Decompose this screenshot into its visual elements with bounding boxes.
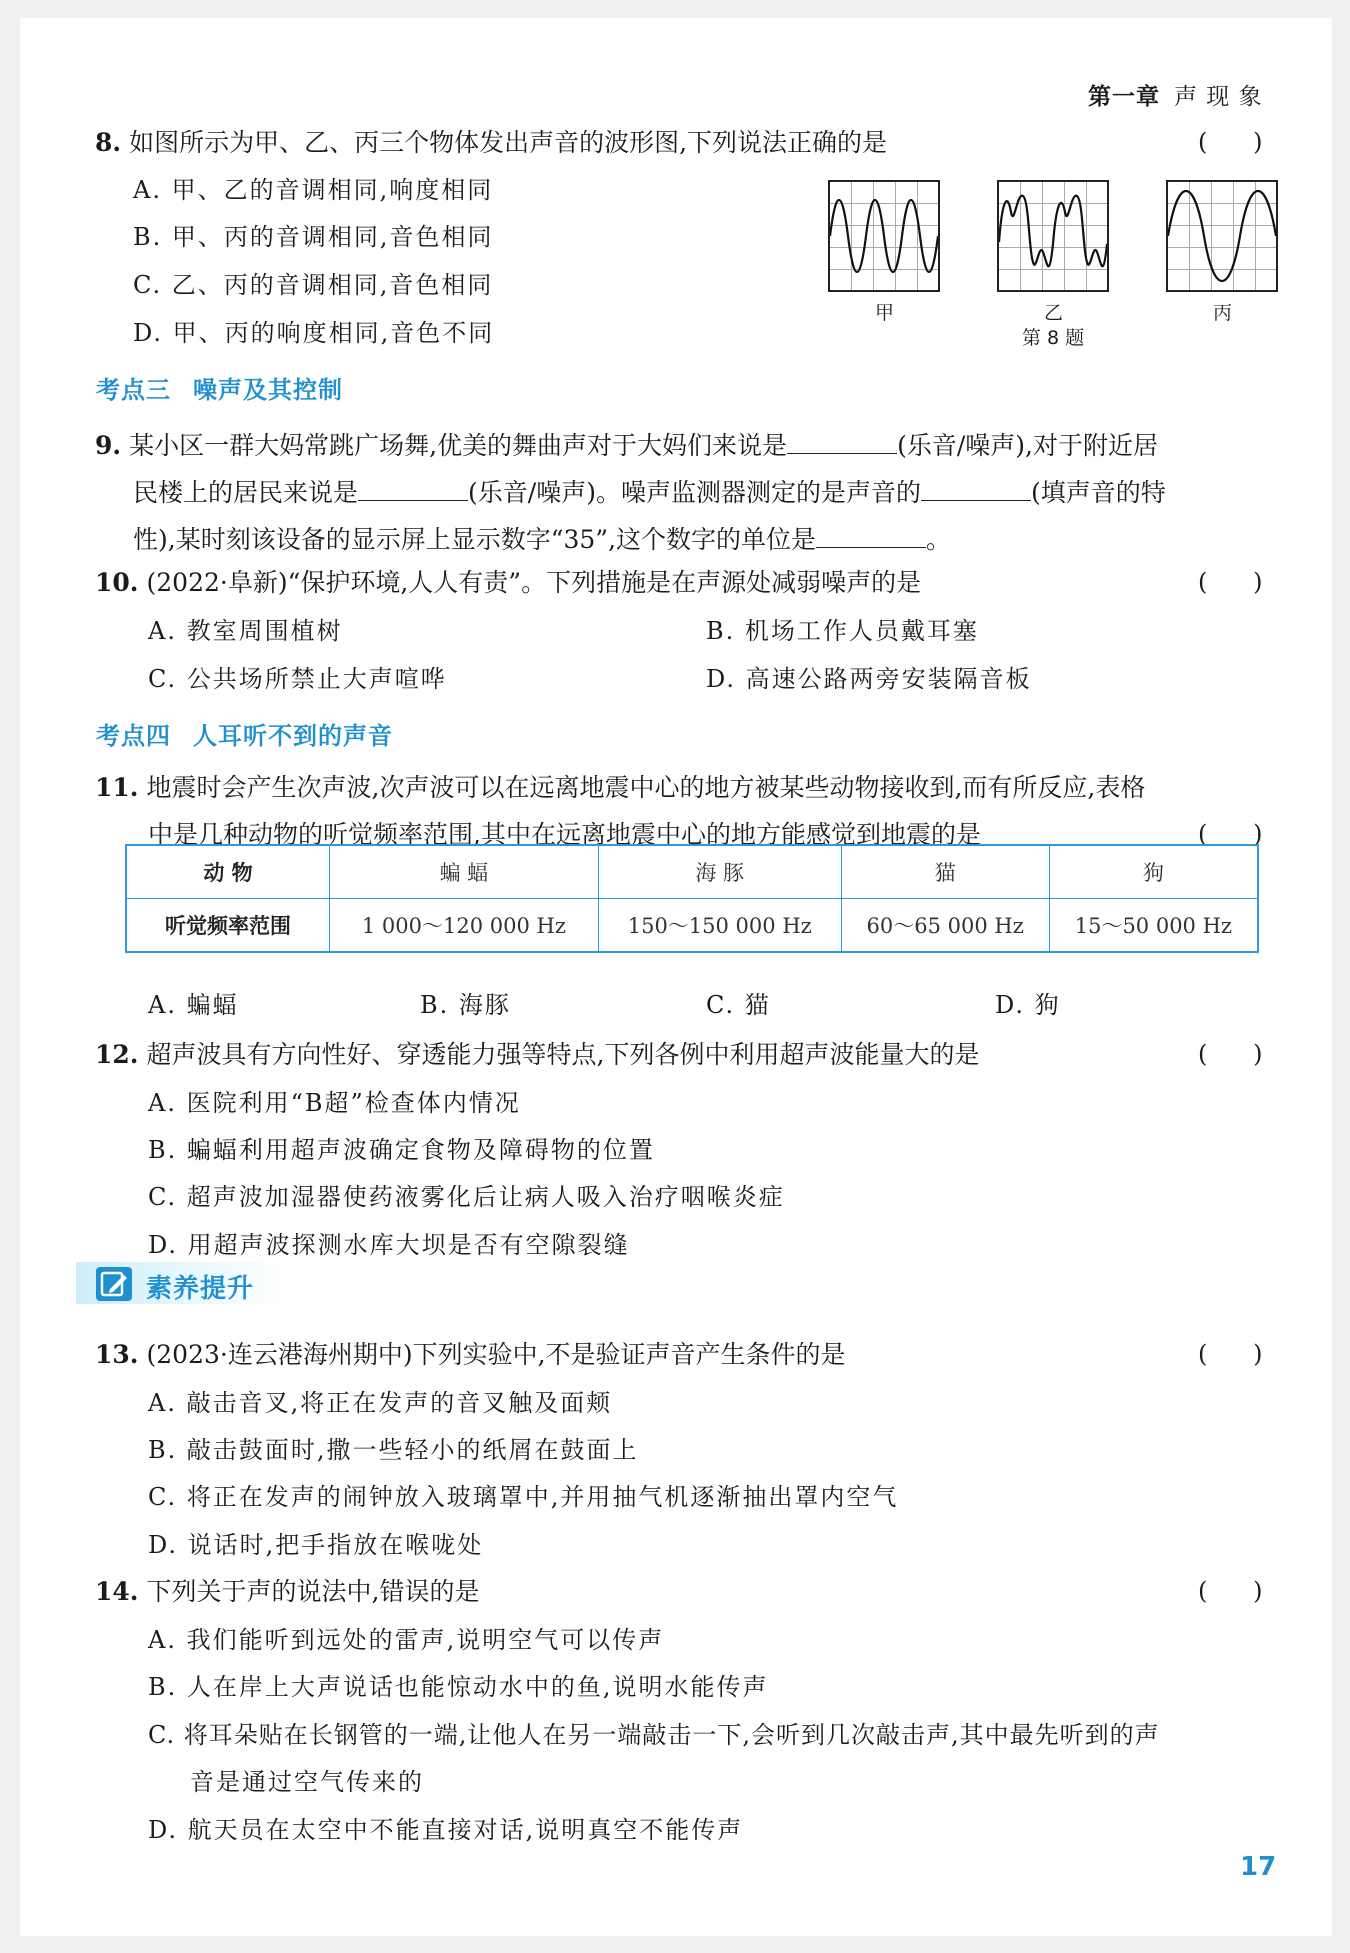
question-14-stem [95, 1577, 479, 1607]
answer-paren: ( ) [1198, 1340, 1263, 1368]
section-title-5: 素养提升 [146, 1274, 255, 1304]
q9-text-1b: (乐音/噪声),对于附近居 [897, 431, 1158, 460]
option-d: D. 航天员在太空中不能直接对话,说明真空不能传声 [148, 1816, 744, 1844]
section-heading-4 [96, 716, 393, 751]
table-cell: 15～50 000 Hz [1049, 899, 1258, 953]
table-cell: 150～150 000 Hz [598, 899, 841, 953]
question-number: 10. [95, 568, 139, 597]
waveform-bing [1166, 180, 1278, 292]
option-d: D. 说话时,把手指放在喉咙处 [148, 1531, 484, 1559]
question-text: 如图所示为甲、乙、丙三个物体发出声音的波形图,下列说法正确的是 [129, 128, 888, 157]
pencil-note-icon [96, 1267, 132, 1301]
table-row [126, 899, 1258, 953]
option-d: D. 用超声波探测水库大坝是否有空隙裂缝 [148, 1231, 630, 1259]
option-a: A. 我们能听到远处的雷声,说明空气可以传声 [148, 1626, 665, 1654]
section-heading-3 [96, 370, 343, 405]
section-title: 噪声及其控制 [193, 376, 343, 404]
table-cell: 海 豚 [598, 845, 841, 899]
option-c: C. 乙、丙的音调相同,音色相同 [133, 271, 494, 299]
option-d: D. 高速公路两旁安装隔音板 [706, 665, 1032, 693]
answer-paren: ( ) [1198, 568, 1263, 596]
table-row [126, 845, 1258, 899]
q9-text-2b: (乐音/噪声)。噪声监测器测定的是声音的 [468, 478, 921, 507]
answer-paren: ( ) [1198, 1577, 1263, 1605]
q9-text-1a: 某小区一群大妈常跳广场舞,优美的舞曲声对于大妈们来说是 [129, 431, 788, 460]
question-text: 地震时会产生次声波,次声波可以在远离地震中心的地方被某些动物接收到,而有所反应,表格 [146, 773, 1146, 802]
label-bing: 丙 [1213, 302, 1233, 324]
answer-paren: ( ) [1198, 128, 1263, 156]
question-number: 13. [95, 1340, 139, 1369]
q9-text-3b: 。 [926, 525, 952, 554]
section-tag: 考点三 [96, 376, 171, 404]
table-cell: 听觉频率范围 [126, 899, 330, 953]
option-b: B. 海豚 [420, 991, 511, 1019]
chapter-label: 第一章 [1088, 84, 1160, 110]
option-c: C. 将耳朵贴在长钢管的一端,让他人在另一端敲击一下,会听到几次敲击声,其中最先听到的声 [148, 1721, 1160, 1749]
waveform-yi [997, 180, 1109, 292]
option-c: C. 猫 [706, 991, 771, 1019]
question-11-line1 [95, 773, 1145, 803]
option-b: B. 人在岸上大声说话也能惊动水中的鱼,说明水能传声 [148, 1673, 769, 1701]
q9-text-2a: 民楼上的居民来说是 [133, 478, 359, 507]
question-9-line3 [133, 521, 951, 555]
question-9-line2 [133, 474, 1166, 508]
hearing-frequency-table [125, 844, 1259, 953]
option-a: A. 蝙蝠 [148, 991, 239, 1019]
option-b: B. 蝙蝠利用超声波确定食物及障碍物的位置 [148, 1136, 655, 1164]
page-number: 17 [1240, 1852, 1277, 1882]
figure-caption: 第 8 题 [1022, 327, 1085, 349]
option-c-continued: 音是通过空气传来的 [190, 1768, 424, 1796]
option-a: A. 教室周围植树 [148, 617, 343, 645]
option-a: A. 甲、乙的音调相同,响度相同 [133, 176, 494, 204]
answer-paren: ( ) [1198, 1040, 1263, 1068]
question-number: 12. [95, 1040, 139, 1069]
option-a: A. 敲击音叉,将正在发声的音叉触及面颊 [148, 1389, 613, 1417]
question-text: (2022·阜新)“保护环境,人人有责”。下列措施是在声源处减弱噪声的是 [146, 568, 922, 597]
table-cell: 动 物 [126, 845, 330, 899]
fill-blank[interactable] [816, 521, 926, 548]
option-d: D. 甲、丙的响度相同,音色不同 [133, 319, 495, 347]
option-d: D. 狗 [995, 991, 1061, 1019]
option-c: C. 公共场所禁止大声喧哗 [148, 665, 447, 693]
question-number: 14. [95, 1577, 139, 1606]
question-text: 下列关于声的说法中,错误的是 [146, 1577, 480, 1606]
q9-text-3a: 性),某时刻该设备的显示屏上显示数字“35”,这个数字的单位是 [133, 525, 817, 554]
chapter-header [1088, 78, 1263, 111]
table-cell: 狗 [1049, 845, 1258, 899]
fill-blank[interactable] [921, 474, 1031, 501]
answer-paren: ( ) [1198, 820, 1263, 848]
table-cell: 蝙 蝠 [330, 845, 599, 899]
option-b: B. 机场工作人员戴耳塞 [706, 617, 979, 645]
label-yi: 乙 [1044, 302, 1064, 324]
question-number: 8. [95, 128, 122, 157]
option-b: B. 甲、丙的音调相同,音色相同 [133, 223, 494, 251]
fill-blank[interactable] [358, 474, 468, 501]
question-number: 11. [95, 773, 139, 802]
option-c: C. 将正在发声的闹钟放入玻璃罩中,并用抽气机逐渐抽出罩内空气 [148, 1483, 899, 1511]
label-jia: 甲 [875, 302, 895, 324]
question-11-line2: 中是几种动物的听觉频率范围,其中在远离地震中心的地方能感觉到地震的是 [148, 820, 981, 849]
option-c: C. 超声波加湿器使药液雾化后让病人吸入治疗咽喉炎症 [148, 1183, 785, 1211]
table-cell: 1 000～120 000 Hz [330, 899, 599, 953]
question-number: 9. [95, 431, 122, 460]
option-a: A. 医院利用“B超”检查体内情况 [148, 1089, 521, 1117]
question-12-stem [95, 1040, 979, 1070]
table-cell: 猫 [841, 845, 1049, 899]
option-b: B. 敲击鼓面时,撒一些轻小的纸屑在鼓面上 [148, 1436, 639, 1464]
waveform-jia [828, 180, 940, 292]
fill-blank[interactable] [787, 427, 897, 454]
question-text: (2023·连云港海州期中)下列实验中,不是验证声音产生条件的是 [146, 1340, 846, 1369]
section-title: 人耳听不到的声音 [193, 722, 393, 750]
q9-text-2c: (填声音的特 [1030, 478, 1166, 507]
question-text: 超声波具有方向性好、穿透能力强等特点,下列各例中利用超声波能量大的是 [146, 1040, 980, 1069]
question-9-line1 [95, 427, 1158, 461]
question-13-stem [95, 1340, 846, 1370]
section-tag: 考点四 [96, 722, 171, 750]
table-cell: 60～65 000 Hz [841, 899, 1049, 953]
question-10-stem [95, 568, 921, 598]
question-8-stem [95, 128, 887, 158]
chapter-title: 声 现 象 [1174, 84, 1263, 110]
